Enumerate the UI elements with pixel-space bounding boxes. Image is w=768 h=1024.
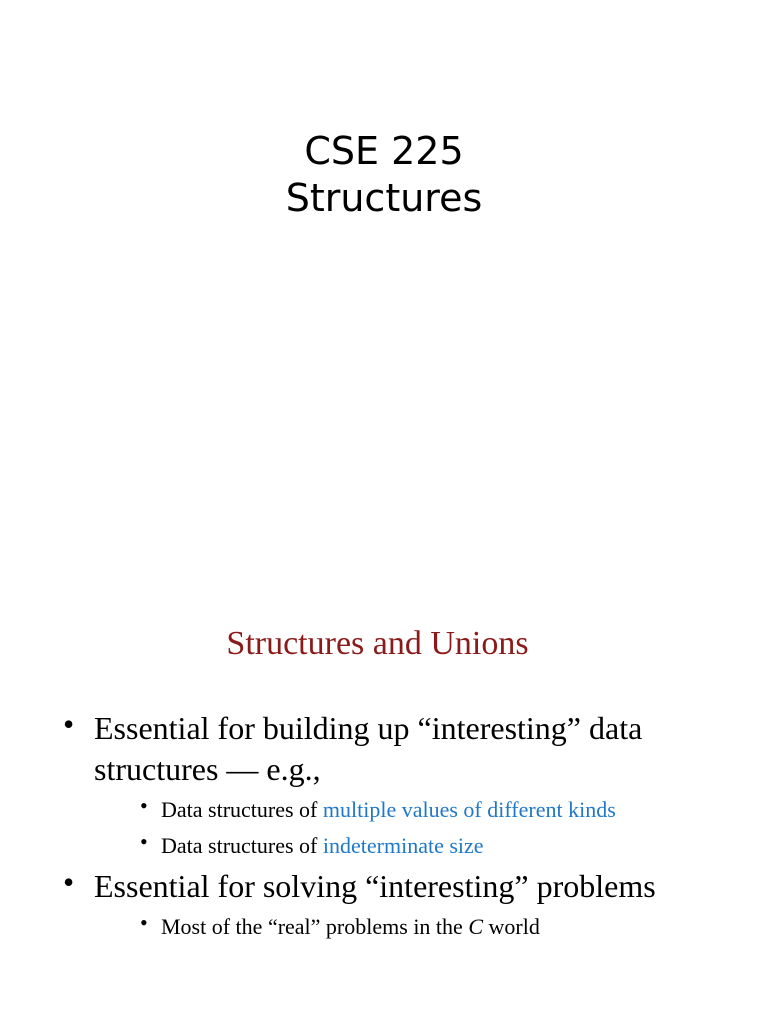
sub-bullet-highlight: indeterminate size [322,833,484,858]
bullet-marker-icon: • [63,706,75,742]
bullet-text-continued: structures — e.g., [94,751,321,787]
sub-bullet-item [60,909,760,945]
sub-bullet-text-suffix: world [483,914,540,939]
sub-bullet-item [60,792,760,828]
bullet-text: Essential for solving “interesting” problems [94,868,656,904]
bullet-marker-icon: • [63,864,75,900]
bullet-text: Essential for building up “interesting” data [94,710,643,746]
sub-bullet-marker-icon: • [140,793,148,818]
bullet-list [60,708,760,947]
sub-bullet-text: Data structures of [161,833,323,858]
sub-bullet-item [60,828,760,864]
sub-bullet-marker-icon: • [140,910,148,935]
section-heading: Structures and Unions [226,625,529,662]
bullet-item [60,866,760,907]
sub-bullet-text: Most of the “real” problems in the [161,914,469,939]
bullet-item [60,708,760,790]
sub-bullet-text: Data structures of [161,797,323,822]
slide-title [0,128,768,222]
sub-bullet-highlight: multiple values of different kinds [322,797,616,822]
slide-title-topic: Structures [285,176,483,220]
sub-bullet-italic: C [468,914,483,939]
sub-bullet-marker-icon: • [140,829,148,854]
slide-title-course: CSE 225 [304,129,464,173]
